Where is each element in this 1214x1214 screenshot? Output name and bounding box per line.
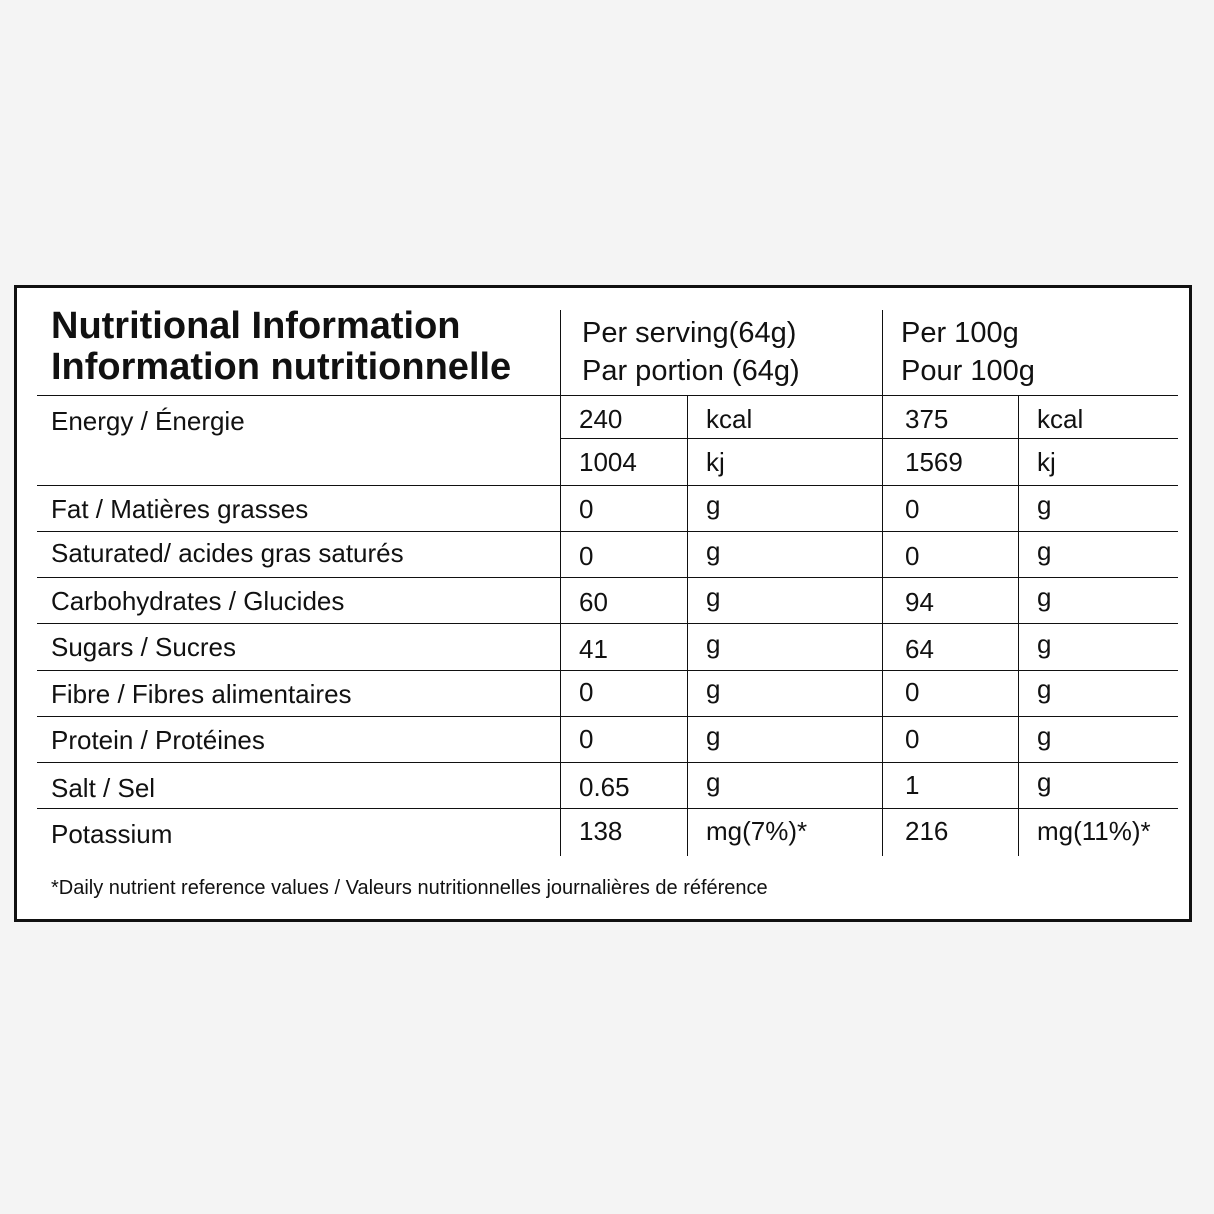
per-serving-english: Per serving(64g): [582, 317, 797, 349]
per-100g-french: Pour 100g: [901, 355, 1035, 387]
fibre-per100-unit: g: [1037, 674, 1052, 704]
protein-per100-unit: g: [1037, 721, 1052, 751]
saturated-serving-value: 0: [579, 541, 594, 571]
protein-serving-unit: g: [706, 721, 721, 751]
divider-serving-column: [560, 310, 561, 856]
potassium-per100-unit: mg(11%)*: [1037, 816, 1151, 846]
divider-per100-unit: [1018, 395, 1019, 856]
carbohydrates-serving-value: 60: [579, 587, 608, 617]
salt-serving-value: 0.65: [579, 772, 630, 802]
row-rule: [37, 623, 1178, 624]
divider-serving-unit: [687, 395, 688, 856]
row-label-fat: Fat / Matières grasses: [51, 494, 309, 524]
row-label-sugars: Sugars / Sucres: [51, 632, 236, 662]
row-label-saturated: Saturated/ acides gras saturés: [51, 538, 404, 568]
nutrition-label-panel: [14, 285, 1192, 922]
row-rule: [37, 716, 1178, 717]
row-label-fibre: Fibre / Fibres alimentaires: [51, 679, 352, 709]
potassium-per100-value: 216: [905, 816, 949, 846]
fibre-serving-value: 0: [579, 677, 594, 707]
potassium-serving-value: 138: [579, 816, 623, 846]
fat-per100-unit: g: [1037, 490, 1052, 520]
footnote: *Daily nutrient reference values / Valeurs nutritionnelles journalières de référence: [51, 877, 768, 899]
protein-per100-value: 0: [905, 724, 920, 754]
energy-kcal-per100-unit: kcal: [1037, 404, 1084, 434]
sugars-per100-value: 64: [905, 634, 934, 664]
saturated-per100-unit: g: [1037, 536, 1052, 566]
per-serving-french: Par portion (64g): [582, 355, 800, 387]
label-title: [51, 306, 511, 388]
salt-per100-unit: g: [1037, 767, 1052, 797]
sugars-serving-unit: g: [706, 629, 721, 659]
fat-per100-value: 0: [905, 494, 920, 524]
energy-kcal-serving-unit: kcal: [706, 404, 753, 434]
row-label-protein: Protein / Protéines: [51, 725, 265, 755]
header-rule: [37, 395, 1178, 396]
energy-kj-serving-unit: kj: [706, 447, 725, 477]
row-rule: [37, 577, 1178, 578]
energy-kj-per100-value: 1569: [905, 447, 963, 477]
per-100g-english: Per 100g: [901, 317, 1019, 349]
protein-serving-value: 0: [579, 724, 594, 754]
label-title-english: Nutritional Information: [51, 305, 461, 347]
row-rule: [37, 670, 1178, 671]
label-title-french: Information nutritionnelle: [51, 346, 512, 388]
row-label-salt: Salt / Sel: [51, 773, 156, 803]
row-label-potassium: Potassium: [51, 819, 173, 849]
energy-kj-serving-value: 1004: [579, 447, 637, 477]
row-rule: [37, 808, 1178, 809]
row-rule: [37, 762, 1178, 763]
salt-per100-value: 1: [905, 770, 920, 800]
row-label-energy: Energy / Énergie: [51, 406, 245, 436]
row-rule: [37, 485, 1178, 486]
energy-kcal-per100-value: 375: [905, 404, 949, 434]
energy-sub-rule: [560, 438, 1178, 439]
saturated-serving-unit: g: [706, 536, 721, 566]
sugars-serving-value: 41: [579, 634, 608, 664]
fat-serving-value: 0: [579, 494, 594, 524]
saturated-per100-value: 0: [905, 541, 920, 571]
fibre-per100-value: 0: [905, 677, 920, 707]
row-label-carbohydrates: Carbohydrates / Glucides: [51, 586, 345, 616]
potassium-serving-unit: mg(7%)*: [706, 816, 808, 846]
column-header-per-serving: [582, 314, 800, 390]
column-header-per-100g: [901, 314, 1035, 390]
carbohydrates-per100-value: 94: [905, 587, 934, 617]
sugars-per100-unit: g: [1037, 629, 1052, 659]
divider-per100-column: [882, 310, 883, 856]
salt-serving-unit: g: [706, 767, 721, 797]
row-rule: [37, 531, 1178, 532]
fibre-serving-unit: g: [706, 674, 721, 704]
carbohydrates-serving-unit: g: [706, 582, 721, 612]
energy-kcal-serving-value: 240: [579, 404, 623, 434]
fat-serving-unit: g: [706, 490, 721, 520]
carbohydrates-per100-unit: g: [1037, 582, 1052, 612]
energy-kj-per100-unit: kj: [1037, 447, 1056, 477]
